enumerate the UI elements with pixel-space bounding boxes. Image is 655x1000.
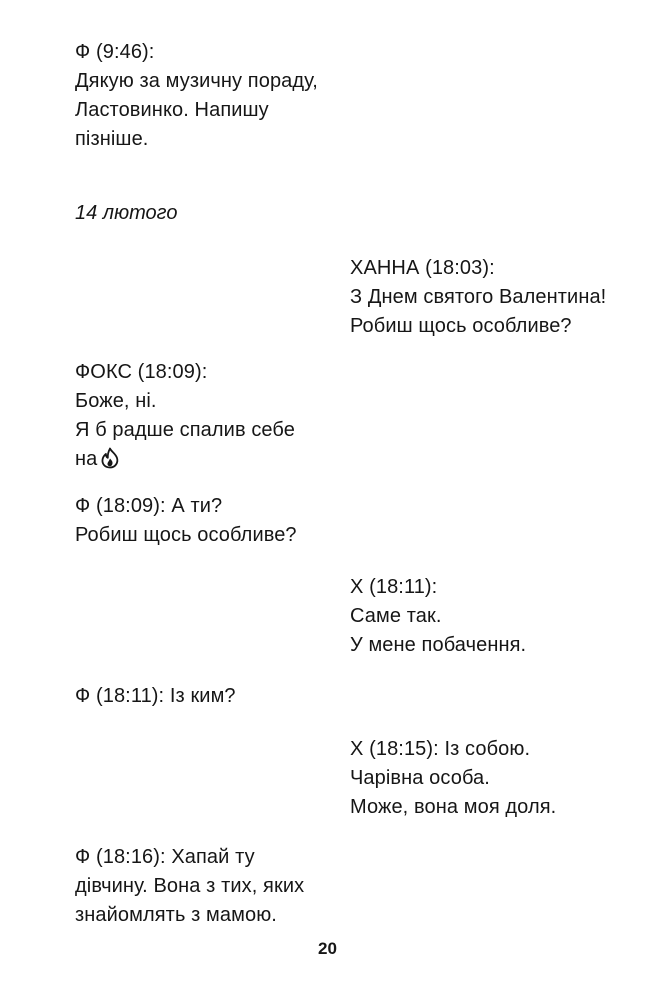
message-header: Ф (9:46): — [75, 41, 155, 63]
message-header: Ф (18:09): А ти? — [75, 495, 223, 517]
message-fox-1816 — [75, 843, 304, 930]
message-header: ХАННА (18:03): — [350, 257, 495, 279]
message-fox-1809b — [75, 492, 297, 550]
message-header: Х (18:15): Із собою. — [350, 738, 531, 760]
date-heading: 14 лютого — [75, 202, 178, 224]
message-header: Ф (18:11): Із ким? — [75, 685, 236, 707]
message-header: ФОКС (18:09): — [75, 361, 208, 383]
message-hanna-1811 — [350, 573, 526, 660]
message-line: З Днем святого Валентина! — [350, 286, 607, 308]
message-line: Чарівна особа. — [350, 767, 490, 789]
message-line: знайомлять з мамою. — [75, 904, 277, 926]
message-line: Я б радше спалив себе — [75, 419, 295, 441]
message-hanna-1815 — [350, 735, 556, 822]
message-hanna-1803 — [350, 254, 606, 341]
message-line: Ластовинко. Напишу — [75, 99, 269, 121]
message-line: пізніше. — [75, 128, 149, 150]
message-line: Дякую за музичну пораду, — [75, 70, 318, 92]
message-line: Може, вона моя доля. — [350, 796, 557, 818]
message-line: на — [75, 448, 98, 470]
page-number: 20 — [318, 939, 337, 958]
message-header: Ф (18:16): Хапай ту — [75, 846, 255, 868]
message-line: Боже, ні. — [75, 390, 157, 412]
fire-emoji-icon — [100, 447, 120, 478]
message-fox-0946 — [75, 38, 318, 154]
message-line: Робиш щось особливе? — [75, 524, 297, 546]
message-line: У мене побачення. — [350, 634, 527, 656]
message-line-with-emoji — [75, 445, 295, 478]
message-line: Саме так. — [350, 605, 442, 627]
message-line: Робиш щось особливе? — [350, 315, 572, 337]
message-fox-1811 — [75, 682, 236, 711]
message-fox-1809 — [75, 358, 295, 478]
message-line: дівчину. Вона з тих, яких — [75, 875, 305, 897]
message-header: Х (18:11): — [350, 576, 438, 598]
